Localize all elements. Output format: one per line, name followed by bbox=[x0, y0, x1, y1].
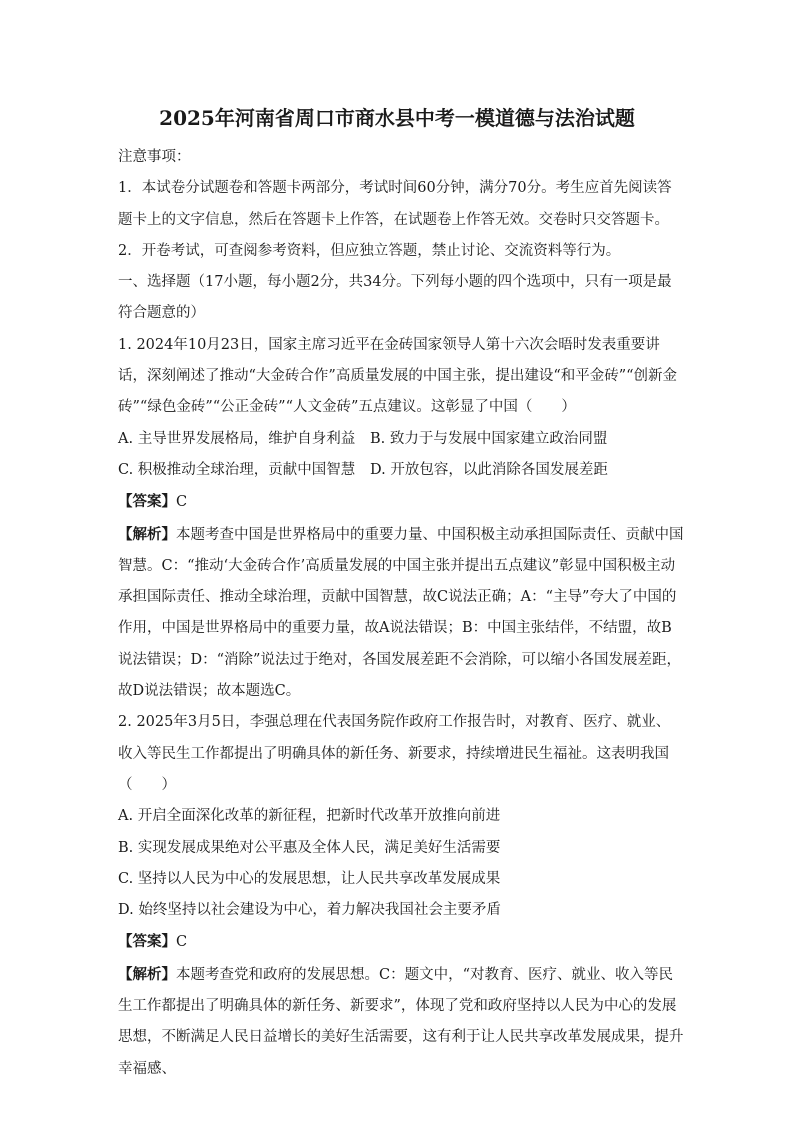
answer-label: 【答案】 bbox=[118, 933, 176, 951]
document-body bbox=[118, 142, 684, 1085]
question-1-options-row-2 bbox=[118, 455, 684, 486]
question-1-options-row-1 bbox=[118, 424, 684, 455]
question-1-analysis bbox=[118, 519, 684, 708]
question-2-option-c: C. 坚持以人民为中心的发展思想，让人民共享改革发展成果 bbox=[118, 870, 501, 887]
notice-item-2: 2．开卷考试，可查阅参考资料，但应独立答题，禁止讨论、交流资料等行为。 bbox=[118, 242, 621, 259]
question-2-option-d: D. 始终坚持以社会建设为中心，着力解决我国社会主要矛盾 bbox=[118, 902, 501, 919]
section-heading-choice: 一、选择题（17小题，每小题2分，共34分。下列每小题的四个选项中，只有一项是最符合题意的） bbox=[118, 274, 672, 322]
analysis-text: 本题考查中国是世界格局中的重要力量、中国积极主动承担国际责任、贡献中国智慧。C：“推动‘大金砖合作’高质量发展的中国主张并提出五点建议”彰显中国积极主动承担国际责任、推动全球治理，贡献中国智慧，故C说法正确；A：“主导”夸大了中国的作用，中国是世界格局中的重要力量，故A说法错误；B：中国主张结伴，不结盟，故B说法错误；D：“消除”说法过于绝对，各国发展差距不会消除，可以缩小各国发展差距，故D说法错误；故本题选C。 bbox=[118, 526, 684, 700]
question-1-option-a: A. 主导世界发展格局，维护自身利益 bbox=[118, 430, 356, 447]
question-1-stem: 1. 2024年10月23日，国家主席习近平在金砖国家领导人第十六次会晤时发表重要讲话，深刻阐述了推动“大金砖合作”高质量发展的中国主张，提出建设“和平金砖”“创新金砖”“绿色金砖”“公正金砖”“人文金砖”五点建议。这彰显了中国（ ） bbox=[118, 336, 678, 416]
answer-value: C bbox=[176, 934, 188, 951]
notice-heading: 注意事项： bbox=[118, 149, 191, 165]
question-2-stem: 2. 2025年3月5日，李强总理在代表国务院作政府工作报告时，对教育、医疗、就业、收入等民生工作都提出了明确具体的新任务、新要求，持续增进民生福祉。这表明我国（ ） bbox=[118, 714, 671, 793]
analysis-label: 【解析】 bbox=[118, 965, 176, 983]
analysis-label: 【解析】 bbox=[118, 525, 176, 543]
question-2-answer bbox=[118, 926, 684, 958]
question-2-option-a: A. 开启全面深化改革的新征程，把新时代改革开放推向前进 bbox=[118, 808, 501, 825]
question-1-option-b: B. 致力于与发展中国家建立政治同盟 bbox=[370, 430, 608, 447]
analysis-text: 本题考查党和政府的发展思想。C：题文中，“对教育、医疗、就业、收入等民生工作都提出了明确具体的新任务、新要求”，体现了党和政府坚持以人民为中心的发展思想，不断满足人民日益增长的美好生活需要，这有利于让人民共享改革发展成果，提升幸福感、 bbox=[118, 966, 684, 1077]
answer-value: C bbox=[176, 494, 188, 511]
question-1-answer bbox=[118, 486, 684, 518]
question-2-option-b: B. 实现发展成果绝对公平惠及全体人民，满足美好生活需要 bbox=[118, 839, 501, 856]
answer-label: 【答案】 bbox=[118, 493, 176, 511]
question-1-option-c: C. 积极推动全球治理，贡献中国智慧 bbox=[118, 461, 356, 478]
question-1-option-d: D. 开放包容，以此消除各国发展差距 bbox=[370, 461, 608, 478]
page-title: 2025年河南省周口市商水县中考一模道德与法治试题 bbox=[159, 106, 635, 130]
question-2-analysis bbox=[118, 959, 684, 1085]
notice-item-1: 1．本试卷分试题卷和答题卡两部分，考试时间60分钟，满分70分。考生应首先阅读答题卡上的文字信息，然后在答题卡上作答，在试题卷上作答无效。交卷时只交答题卡。 bbox=[118, 180, 672, 228]
